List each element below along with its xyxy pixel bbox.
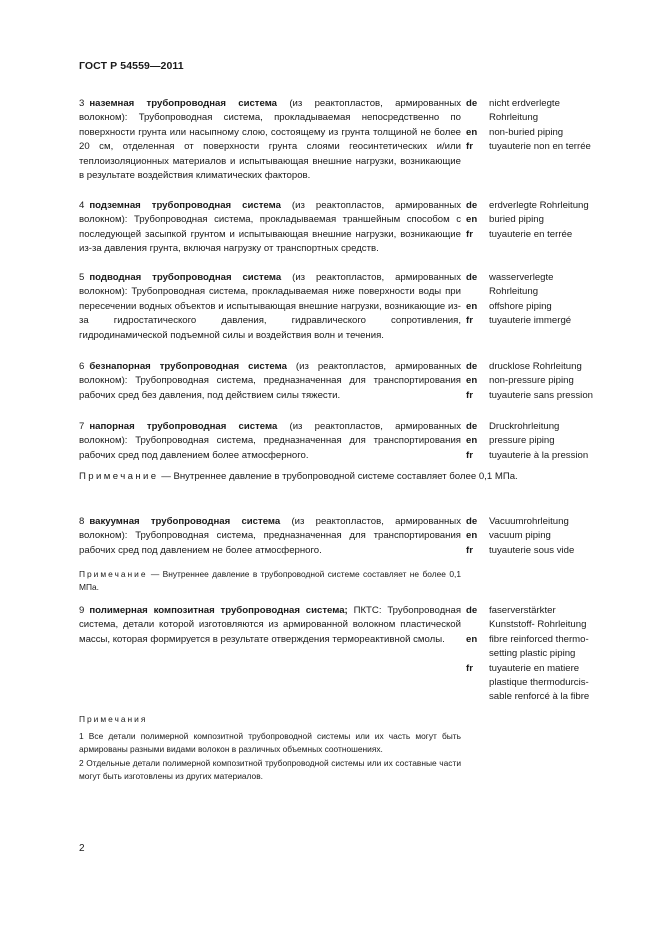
term-name: напорная трубопроводная система [89, 421, 278, 432]
term-definition: (из реактопластов, армированных волокном): Трубопроводная система, прокладываемая ниже поверхности воды при пересечении водных объектов и испытывающая внешние нагрузки, возникающие из-за гидростатического давления, гидравлического сопротивления, гидродинамической подъемной силы и воздействия волн и течения. [79, 272, 461, 341]
translation-fr: tuyauterie non en terrée [489, 141, 591, 153]
term-entry-4 [79, 199, 461, 257]
translation-fr: tuyauterie sous vide [489, 544, 575, 556]
lang-en: en [466, 633, 478, 645]
translation-de-cont: Kunststoff- Rohrleitung [489, 619, 587, 631]
lang-fr: fr [466, 141, 473, 153]
translations-7 [466, 420, 651, 463]
notes-block [79, 713, 461, 783]
term-entry-9 [79, 604, 461, 647]
note-text: — Внутреннее давление в трубопроводной системе составляет более 0,1 МПа. [158, 471, 518, 482]
lang-de: de [466, 605, 478, 616]
term-number: 8 [79, 516, 85, 527]
lang-de: de [466, 200, 478, 211]
term-number: 5 [79, 272, 85, 283]
term-number: 9 [79, 605, 85, 616]
translation-en: fibre reinforced thermo- [489, 633, 589, 645]
translation-en: vacuum piping [489, 530, 551, 542]
lang-en: en [466, 530, 478, 542]
term-entry-6 [79, 360, 461, 403]
note-item-1: 1 Все детали полимерной композитной трубопроводной системы или их часть могут быть армированы разными видами волокон в различных объемных соотношениях. [79, 731, 461, 755]
translations-5 [466, 271, 651, 329]
translation-fr-cont2: sable renforcé à la fibre [489, 691, 590, 703]
translation-fr-cont: plastique thermodurcis- [489, 677, 589, 689]
note-label: Примечание [79, 569, 148, 579]
note-vacuum [79, 568, 461, 594]
translations-6 [466, 360, 651, 403]
translations-8 [466, 515, 651, 558]
lang-fr: fr [466, 544, 473, 556]
note-item-2: 2 Отдельные детали полимерной композитной трубопроводной системы или их составные части могут быть изготовлены из других материалов. [79, 757, 461, 781]
translation-de: wasserverlegte [489, 272, 554, 283]
translation-de-cont: Rohrleitung [489, 112, 539, 124]
lang-fr: fr [466, 315, 473, 327]
translation-de: nicht erdverlegte [489, 98, 560, 109]
note-text: — Внутреннее давление в трубопроводной системе составляет не более 0,1 МПа. [79, 569, 461, 592]
translation-en: non-pressure piping [489, 375, 574, 387]
term-number: 6 [79, 361, 85, 372]
term-name: подводная трубопроводная система [89, 272, 282, 283]
translations-9 [466, 604, 651, 705]
translation-en: pressure piping [489, 435, 555, 447]
translation-fr: tuyauterie à la pression [489, 449, 589, 461]
translation-en: buried piping [489, 214, 544, 226]
term-definition: (из реактопластов, армированных волокном): Трубопроводная система, предназначенная для транспортирования рабочих сред под давлением более атмосферного. [79, 421, 461, 461]
translation-fr: tuyauterie en terrée [489, 228, 573, 240]
translation-de: Druckrohrleitung [489, 421, 560, 432]
translation-de-cont: Rohrleitung [489, 286, 539, 298]
lang-fr: fr [466, 389, 473, 401]
term-number: 3 [79, 98, 85, 109]
term-definition: (из реактопластов, армированных волокном): Трубопроводная система, прокладываемая непосредственно по поверхности грунта или насыпному слою, состоящему из грунта толщиной не более 20 см, отделенная от поверхности грунта слоями геосинтетических и/или теплоизоляционных материалов и испытывающая внешние нагрузки, возникающие в результате воздействия климатических факторов. [79, 98, 462, 182]
term-number: 4 [79, 200, 85, 211]
document-header: ГОСТ Р 54559—2011 [79, 60, 184, 72]
translation-fr: tuyauterie sans pression [489, 389, 593, 401]
lang-en: en [466, 435, 478, 447]
notes-title: Примечания [79, 714, 148, 724]
translation-fr: tuyauterie immergé [489, 315, 572, 327]
lang-en: en [466, 214, 478, 226]
translation-de: drucklose Rohrleitung [489, 361, 582, 372]
term-name: безнапорная трубопроводная система [89, 361, 287, 372]
lang-de: de [466, 516, 478, 527]
term-name: полимерная композитная трубопроводная система; [89, 605, 348, 616]
lang-de: de [466, 421, 478, 432]
translations-3 [466, 97, 651, 155]
page-number: 2 [79, 843, 85, 854]
lang-en: en [466, 375, 478, 387]
translations-4 [466, 199, 651, 242]
term-entry-5 [79, 271, 461, 343]
translation-de: faserverstärkter [489, 605, 556, 616]
term-definition: (из реактопластов, армированных волокном): Трубопроводная система, предназначенная для транспортирования рабочих сред под давлением не более атмосферного. [79, 516, 461, 556]
translation-en: non-buried piping [489, 126, 564, 138]
translation-de: erdverlegte Rohrleitung [489, 200, 589, 211]
term-entry-3 [79, 97, 461, 183]
lang-en: en [466, 126, 478, 138]
note-label: Примечание [79, 471, 159, 482]
term-number: 7 [79, 421, 85, 432]
lang-fr: fr [466, 228, 473, 240]
term-definition: ПКТС: Трубопроводная система, детали которой изготовляются из армированной волокном пластической массы, которая формируется в результате отверждения термореактивной смолы. [79, 605, 462, 645]
translation-en-cont: setting plastic piping [489, 648, 576, 660]
term-definition: (из реактопластов, армированных волокном): Трубопроводная система, предназначенная для транспортирования рабочих сред без давления, под действием силы тяжести. [79, 361, 461, 401]
term-name: подземная трубопроводная система [89, 200, 281, 211]
translation-fr: tuyauterie en matiere [489, 662, 580, 674]
term-entry-7 [79, 420, 461, 463]
lang-de: de [466, 272, 478, 283]
term-entry-8 [79, 515, 461, 558]
lang-fr: fr [466, 662, 473, 674]
note-pressure [79, 470, 607, 484]
term-name: наземная трубопроводная система [89, 98, 278, 109]
translation-en: offshore piping [489, 300, 552, 312]
lang-de: de [466, 98, 478, 109]
term-definition: (из реактопластов, армированных волокном): Трубопроводная система, прокладываемая траншейным способом с последующей засыпкой грунтом и испытывающая внешние нагрузки, возникающие из-за давления грунта, включая нагрузку от транспортных средств. [79, 200, 462, 255]
lang-de: de [466, 361, 478, 372]
term-name: вакуумная трубопроводная система [89, 516, 281, 527]
translation-de: Vacuumrohrleitung [489, 516, 569, 527]
lang-en: en [466, 300, 478, 312]
lang-fr: fr [466, 449, 473, 461]
